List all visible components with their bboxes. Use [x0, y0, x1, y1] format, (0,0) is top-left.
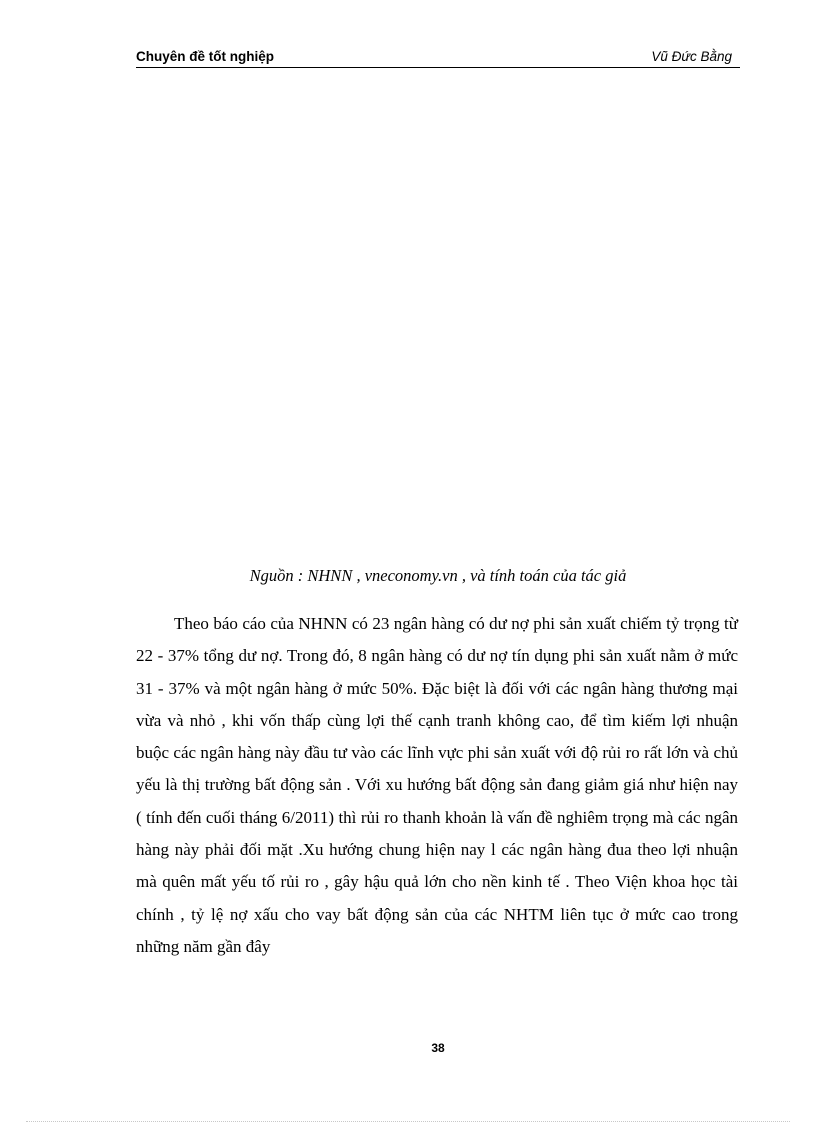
header-author: Vũ Đức Bằng	[651, 49, 732, 64]
page-bottom-divider	[26, 1121, 790, 1122]
body-paragraph: Theo báo cáo của NHNN có 23 ngân hàng có dư nợ phi sản xuất chiếm tỷ trọng từ 22 - 37% tổng dư nợ. Trong đó, 8 ngân hàng có dư nợ tín dụng phi sản xuất nằm ở mức 31 - 37% và một ngân hàng ở mức 50%. Đặc biệt là đối với các ngân hàng thương mại vừa và nhỏ , khi vốn thấp cùng lợi thế cạnh tranh không cao, để tìm kiếm lợi nhuận buộc các ngân hàng này đầu tư vào các lĩnh vực phi sản xuất với độ rủi ro rất lớn và chủ yếu là thị trường bất động sản . Với xu hướng bất động sản đang giảm giá như hiện nay ( tính đến cuối tháng 6/2011) thì rủi ro thanh khoản là vấn đề nghiêm trọng mà các ngân hàng này phải đối mặt .Xu hướng chung hiện nay l các ngân hàng đua theo lợi nhuận mà quên mất yếu tố rủi ro , gây hậu quả lớn cho nền kinh tế . Theo Viện khoa học tài chính , tỷ lệ nợ xấu cho vay bất động sản của các NHTM liên tục ở mức cao trong những năm gần đây	[136, 614, 738, 956]
source-caption: Nguồn : NHNN , vneconomy.vn , và tính toán của tác giả	[249, 566, 627, 585]
page-number: 38	[431, 1041, 445, 1055]
page-header	[136, 48, 740, 68]
header-title: Chuyên đề tốt nghiệp	[136, 49, 274, 64]
